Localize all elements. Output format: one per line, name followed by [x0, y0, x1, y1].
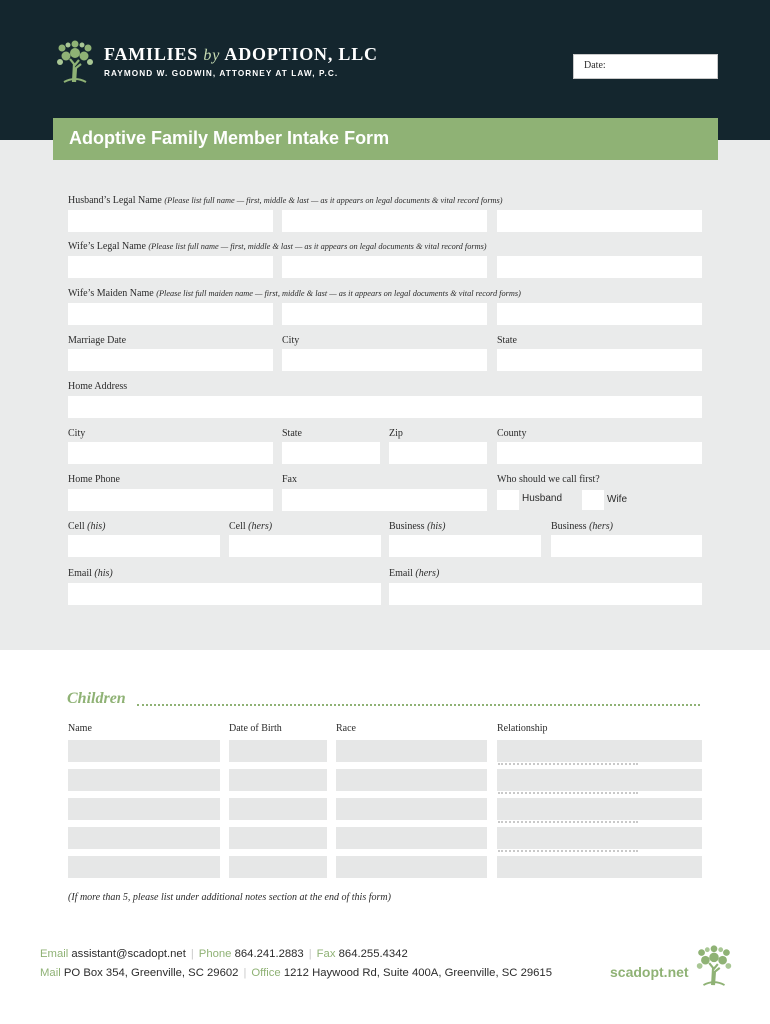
call-wife-label: Wife: [607, 494, 627, 505]
home-phone-label: Home Phone: [68, 474, 120, 485]
marriage-city-field[interactable]: [282, 349, 487, 371]
maiden-middle-name-field[interactable]: [282, 303, 487, 325]
footer-website[interactable]: scadopt.net: [610, 964, 689, 980]
email-his-field[interactable]: [68, 583, 381, 605]
address-city-field[interactable]: [68, 442, 273, 464]
date-field[interactable]: [573, 54, 718, 79]
footer-fax: 864.255.4342: [338, 948, 408, 960]
business-hers-field[interactable]: [551, 535, 702, 557]
relationship-guide-line: [498, 821, 638, 825]
marriage-date-field[interactable]: [68, 349, 273, 371]
child-relationship-header: Relationship: [497, 723, 548, 734]
marriage-state-label: State: [497, 335, 517, 346]
cell-hers-field[interactable]: [229, 535, 381, 557]
business-his-label: Business (his): [389, 521, 446, 532]
wife-middle-name-field[interactable]: [282, 256, 487, 278]
footer-address-line: [40, 967, 552, 979]
child-name-header: Name: [68, 723, 92, 734]
address-city-label: City: [68, 428, 86, 439]
date-label: Date:: [584, 60, 606, 71]
cell-hers-label: Cell (hers): [229, 521, 273, 532]
marriage-city-label: City: [282, 335, 300, 346]
email-hers-field[interactable]: [389, 583, 702, 605]
relationship-guide-line: [498, 763, 638, 767]
call-husband-label: Husband: [522, 493, 563, 504]
child-name-field[interactable]: [68, 798, 220, 820]
wife-name-label: Wife’s Legal Name (Please list full name — first, middle & last — as it appears on legal documents & vital record forms): [68, 241, 487, 252]
husband-middle-name-field[interactable]: [282, 210, 487, 232]
footer-email[interactable]: assistant@scadopt.net: [71, 948, 186, 960]
address-county-label: County: [497, 428, 527, 439]
child-dob-field[interactable]: [229, 740, 327, 762]
form-title: Adoptive Family Member Intake Form: [69, 128, 390, 148]
child-race-field[interactable]: [336, 740, 487, 762]
footer-mail: PO Box 354, Greenville, SC 29602: [63, 967, 239, 979]
section-divider: [137, 704, 700, 706]
call-husband-checkbox[interactable]: [497, 490, 519, 510]
maiden-first-name-field[interactable]: [68, 303, 273, 325]
home-phone-field[interactable]: [68, 489, 273, 511]
footer-phone-label: Phone: [198, 948, 232, 960]
marriage-date-label: Marriage Date: [68, 335, 127, 346]
child-dob-field[interactable]: [229, 827, 327, 849]
cell-his-label: Cell (his): [68, 521, 106, 532]
fax-field[interactable]: [282, 489, 487, 511]
children-section-title: Children: [67, 690, 126, 707]
email-his-label: Email (his): [68, 568, 113, 579]
call-first-label: Who should we call first?: [497, 474, 600, 485]
child-relationship-field[interactable]: [497, 769, 702, 791]
call-wife-checkbox[interactable]: [582, 490, 604, 510]
footer-contact-line: [40, 948, 408, 960]
child-relationship-field[interactable]: [497, 856, 702, 878]
child-dob-header: Date of Birth: [229, 723, 282, 734]
husband-first-name-field[interactable]: [68, 210, 273, 232]
address-state-field[interactable]: [282, 442, 380, 464]
children-overflow-note: (If more than 5, please list under additional notes section at the end of this form): [68, 892, 391, 903]
footer-office: 1212 Haywood Rd, Suite 400A, Greenville, SC 29615: [283, 967, 552, 979]
address-zip-label: Zip: [389, 428, 403, 439]
child-name-field[interactable]: [68, 827, 220, 849]
business-his-field[interactable]: [389, 535, 541, 557]
child-race-field[interactable]: [336, 769, 487, 791]
relationship-guide-line: [498, 792, 638, 796]
child-race-field[interactable]: [336, 856, 487, 878]
child-name-field[interactable]: [68, 740, 220, 762]
brand-subtitle: RAYMOND W. GODWIN, ATTORNEY AT LAW, P.C.: [104, 69, 339, 78]
footer-fax-label: Fax: [316, 948, 336, 960]
wife-last-name-field[interactable]: [497, 256, 702, 278]
business-hers-label: Business (hers): [551, 521, 613, 532]
child-dob-field[interactable]: [229, 798, 327, 820]
brand-name: FAMILIES by ADOPTION, LLC: [104, 44, 378, 64]
child-race-header: Race: [336, 723, 356, 734]
footer-separator: |: [243, 967, 247, 979]
child-relationship-field[interactable]: [497, 798, 702, 820]
child-race-field[interactable]: [336, 827, 487, 849]
cell-his-field[interactable]: [68, 535, 220, 557]
tree-logo-icon: [692, 943, 736, 987]
fax-label: Fax: [282, 474, 297, 485]
address-state-label: State: [282, 428, 302, 439]
relationship-guide-line: [498, 850, 638, 854]
home-address-label: Home Address: [68, 381, 128, 392]
child-dob-field[interactable]: [229, 769, 327, 791]
child-name-field[interactable]: [68, 856, 220, 878]
footer-email-label: Email: [40, 948, 69, 960]
address-zip-field[interactable]: [389, 442, 487, 464]
child-relationship-field[interactable]: [497, 740, 702, 762]
marriage-state-field[interactable]: [497, 349, 702, 371]
footer-separator: |: [308, 948, 312, 960]
child-relationship-field[interactable]: [497, 827, 702, 849]
maiden-last-name-field[interactable]: [497, 303, 702, 325]
home-address-field[interactable]: [68, 396, 702, 418]
footer-phone: 864.241.2883: [234, 948, 304, 960]
footer-office-label: Office: [251, 967, 281, 979]
footer-mail-label: Mail: [40, 967, 61, 979]
form-title-bar: [53, 118, 718, 160]
child-name-field[interactable]: [68, 769, 220, 791]
husband-last-name-field[interactable]: [497, 210, 702, 232]
child-race-field[interactable]: [336, 798, 487, 820]
child-dob-field[interactable]: [229, 856, 327, 878]
address-county-field[interactable]: [497, 442, 702, 464]
tree-logo-icon: [52, 38, 98, 84]
wife-maiden-name-label: Wife’s Maiden Name (Please list full maiden name — first, middle & last — as it appears on legal documents & vital record forms): [68, 288, 521, 299]
footer-separator: |: [190, 948, 194, 960]
husband-name-label: Husband’s Legal Name (Please list full name — first, middle & last — as it appears on legal documents & vital record forms): [68, 195, 503, 206]
email-hers-label: Email (hers): [389, 568, 440, 579]
wife-first-name-field[interactable]: [68, 256, 273, 278]
